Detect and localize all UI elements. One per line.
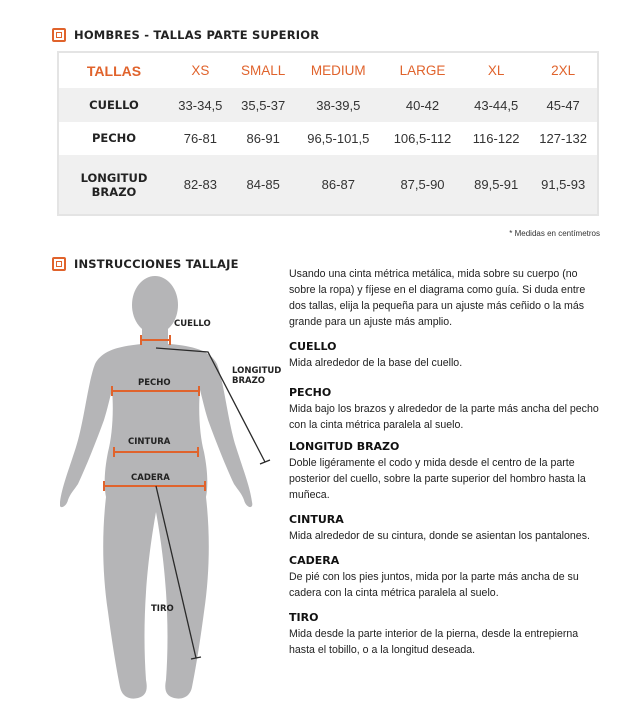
table-cell: 82-83 xyxy=(183,177,217,193)
table-header-cell: TALLAS xyxy=(86,62,142,79)
table-cell: 84-85 xyxy=(246,177,280,193)
instruction-title: PECHO xyxy=(289,386,332,399)
row-label: PECHO xyxy=(91,131,137,146)
table-cell: 35,5-37 xyxy=(241,97,286,113)
table-cell: 86-87 xyxy=(321,177,355,193)
table-header-row xyxy=(59,53,597,88)
table-cell: 45-47 xyxy=(546,97,580,113)
table-row xyxy=(59,122,597,155)
row-label: CUELLO xyxy=(89,98,139,113)
instructions-section-heading xyxy=(52,257,239,271)
table-header-cell: XS xyxy=(191,63,210,79)
instruction-title: LONGITUD BRAZO xyxy=(289,440,400,453)
table-row xyxy=(59,155,597,214)
table-header-cell: SMALL xyxy=(241,63,286,79)
table-cell: 91,5-93 xyxy=(541,177,586,193)
table-header-cell: MEDIUM xyxy=(310,63,366,79)
sizes-section-heading xyxy=(52,28,319,42)
instruction-text: Mida bajo los brazos y alrededor de la parte más ancha del pecho con la cinta métrica paralela al suelo. xyxy=(289,403,599,431)
instructions-intro: Usando una cinta métrica metálica, mida sobre su cuerpo (no sobre la ropa) y fíjese en el diagrama como guía. Si duda entre dos tallas, elija la pequeña para un ajuste más ceñido o la más grande para un ajuste más amplio. xyxy=(289,268,586,328)
instruction-title: TIRO xyxy=(289,611,319,624)
instruction-text: De pié con los pies juntos, mida por la parte más ancha de su cadera con la cinta métrica paralela al suelo. xyxy=(289,571,579,599)
table-cell: 38-39,5 xyxy=(316,97,361,113)
label-pecho: PECHO xyxy=(138,378,171,388)
table-cell: 40-42 xyxy=(405,97,440,113)
units-note: * Medidas en centímetros xyxy=(509,229,600,238)
table-cell: 33-34,5 xyxy=(178,97,223,113)
table-cell: 89,5-91 xyxy=(474,177,519,193)
label-tiro: TIRO xyxy=(151,604,174,614)
label-longitud-brazo-1: LONGITUD xyxy=(232,366,282,376)
table-cell: 87,5-90 xyxy=(400,177,445,193)
table-row xyxy=(59,88,597,121)
label-cuello: CUELLO xyxy=(174,319,211,329)
instruction-text: Mida alrededor de su cintura, donde se asientan los pantalones. xyxy=(289,530,590,542)
table-cell: 76-81 xyxy=(183,130,217,146)
table-header-cell: LARGE xyxy=(399,63,446,79)
instructions-text xyxy=(289,266,601,658)
table-header-cell: 2XL xyxy=(551,63,576,79)
square-target-icon xyxy=(52,28,66,42)
instruction-text: Doble ligéramente el codo y mida desde el centro de la parte posterior del cuello, sobre la parte superior del hombro hasta la muñeca. xyxy=(289,457,586,501)
table-cell: 96,5-101,5 xyxy=(307,130,370,146)
instruction-title: CADERA xyxy=(289,554,340,567)
table-header-cell: XL xyxy=(487,63,505,79)
body-measurement-diagram xyxy=(60,272,290,704)
size-table xyxy=(57,51,599,216)
sizes-section-title: HOMBRES - TALLAS PARTE SUPERIOR xyxy=(74,28,320,42)
table-cell: 43-44,5 xyxy=(474,97,519,113)
body-silhouette xyxy=(60,272,290,704)
instruction-text: Mida alrededor de la base del cuello. xyxy=(289,357,463,369)
table-cell: 106,5-112 xyxy=(393,130,452,146)
table-cell: 86-91 xyxy=(246,130,280,146)
instructions-section-title: INSTRUCCIONES TALLAJE xyxy=(74,257,239,271)
table-cell: 127-132 xyxy=(539,130,588,146)
instruction-title: CUELLO xyxy=(289,340,337,353)
instruction-title: CINTURA xyxy=(289,513,344,526)
instruction-text: Mida desde la parte interior de la pierna, desde la entrepierna hasta el tobillo, o a la longitud deseada. xyxy=(289,628,579,656)
table-cell: 116-122 xyxy=(472,130,520,146)
row-label: LONGITUD BRAZO xyxy=(80,170,148,199)
label-longitud-brazo-2: BRAZO xyxy=(232,376,265,386)
label-cintura: CINTURA xyxy=(128,437,171,447)
square-target-icon xyxy=(52,257,66,271)
label-cadera: CADERA xyxy=(131,473,170,483)
